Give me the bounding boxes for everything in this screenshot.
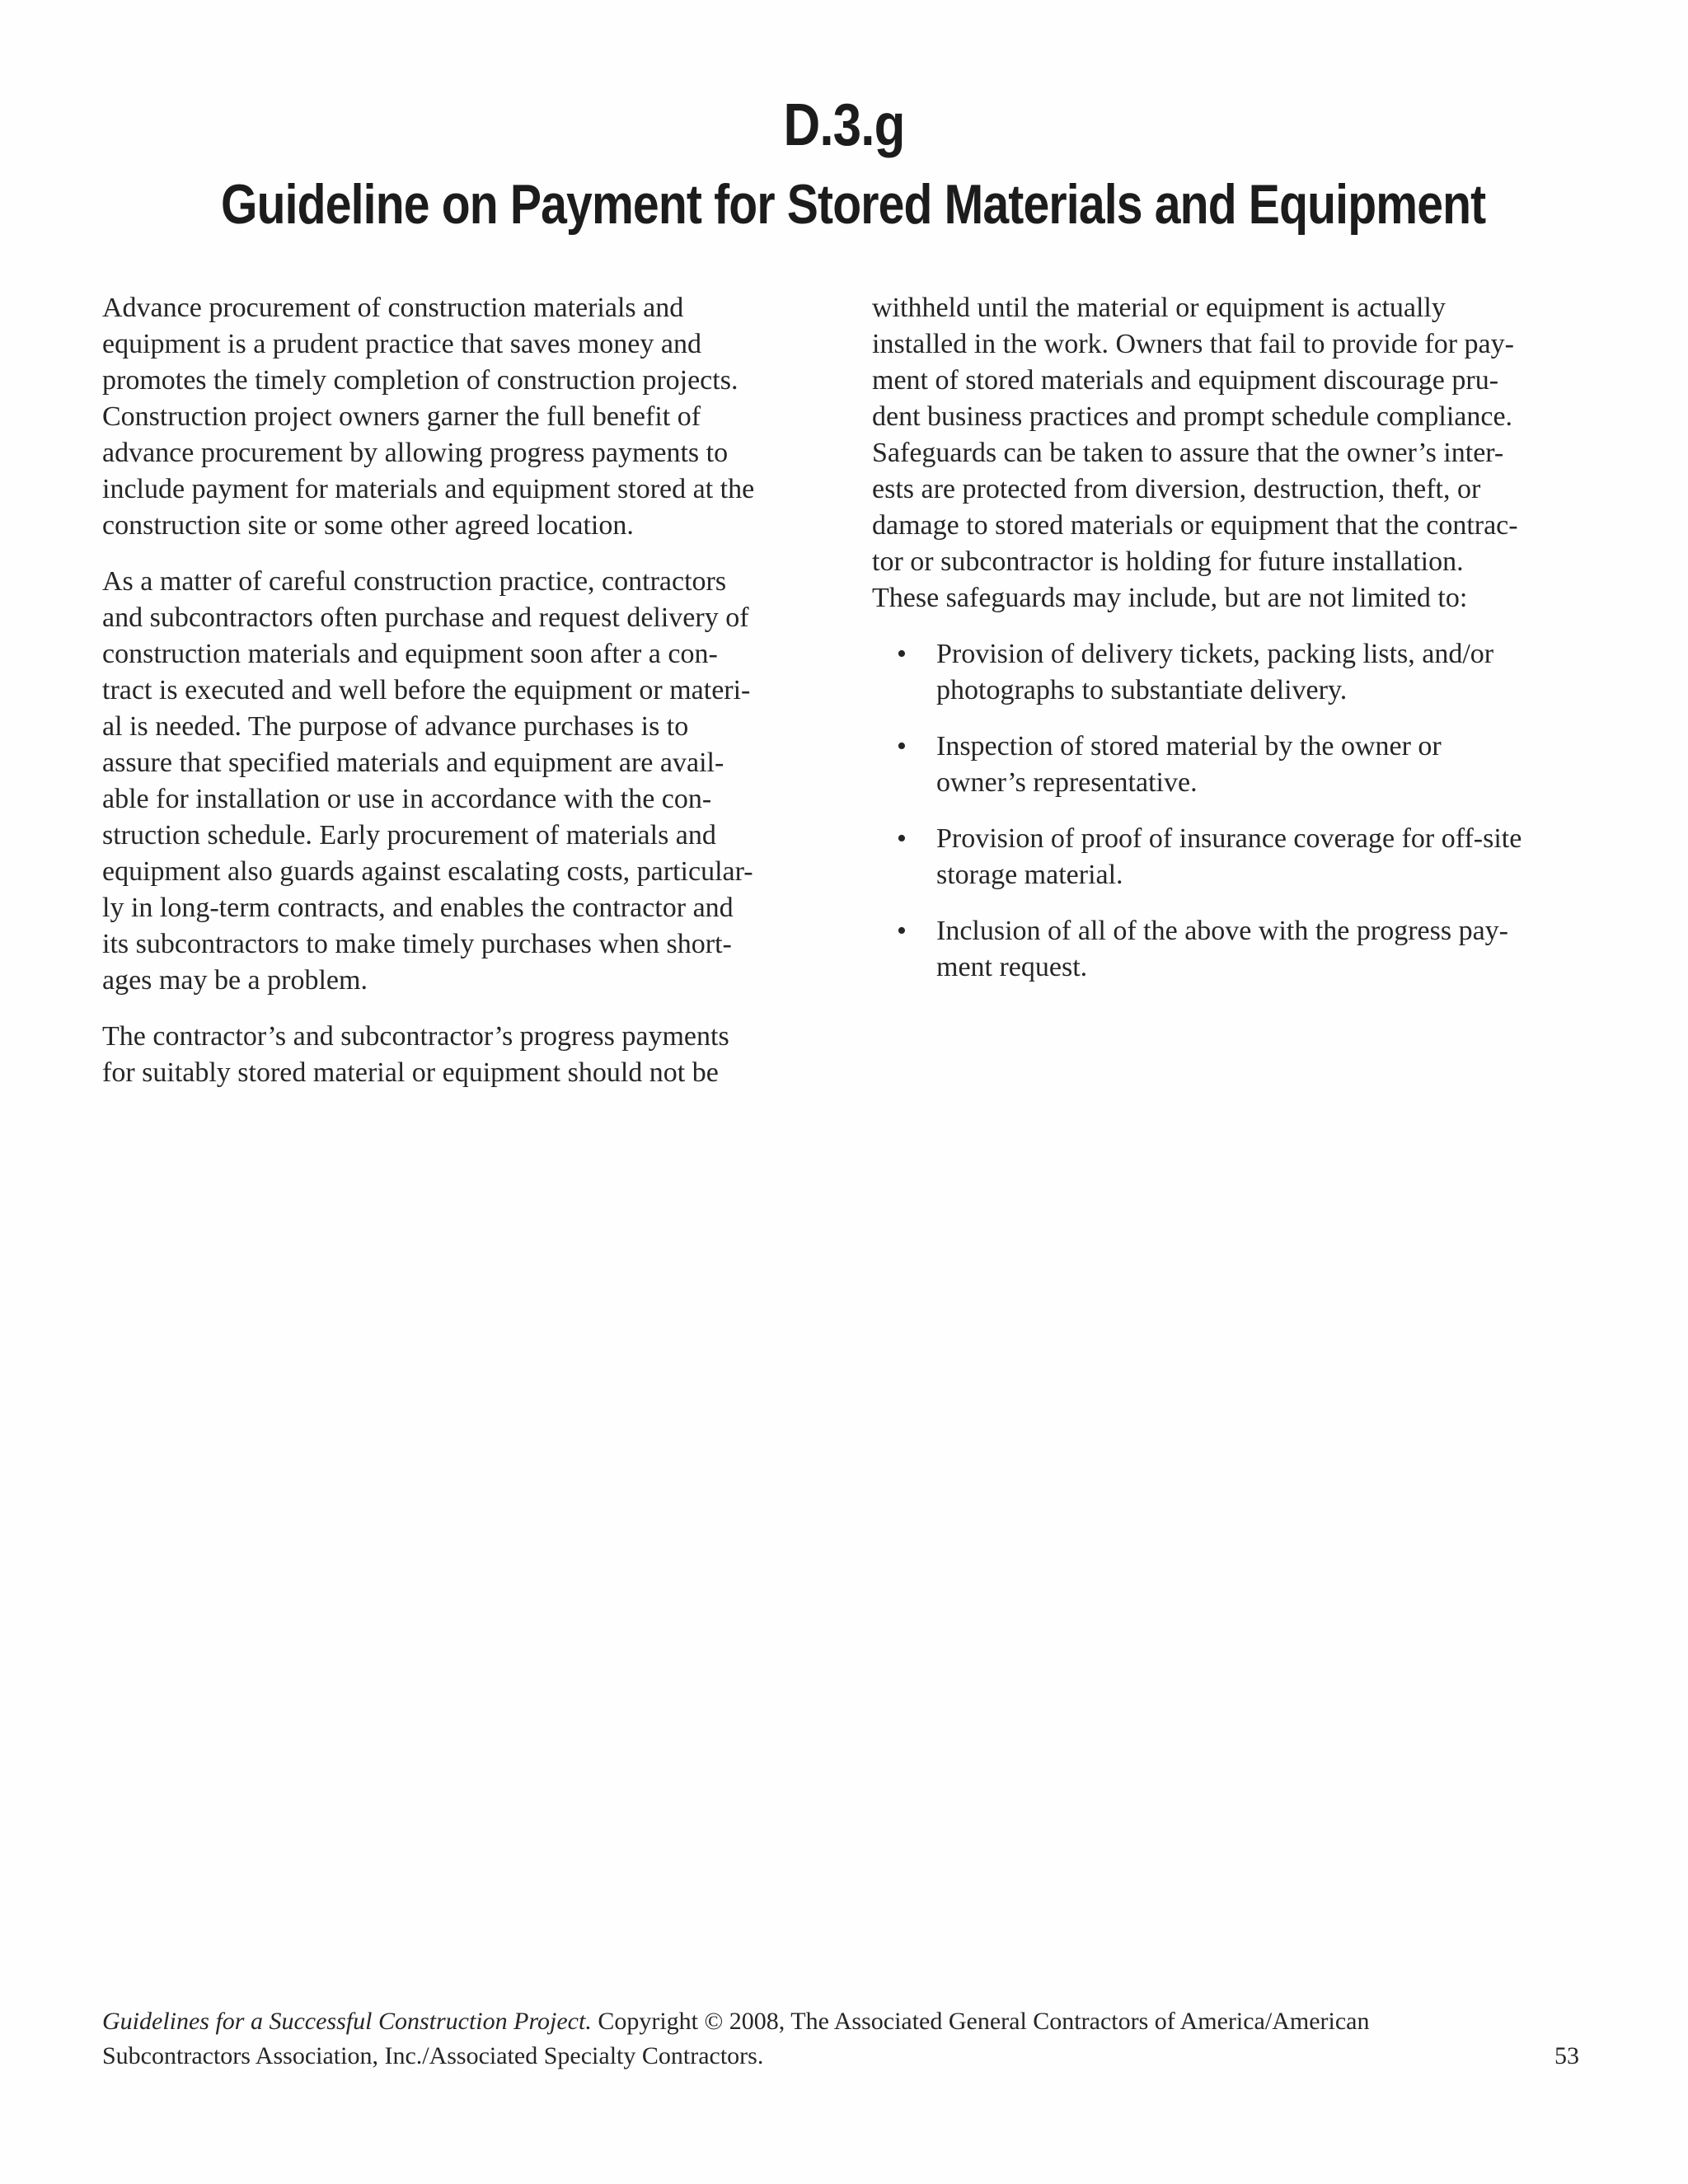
list-item	[872, 821, 1589, 893]
text-line: storage material.	[936, 860, 1123, 890]
text-line: Provision of proof of insurance coverage for off-site	[936, 823, 1522, 854]
text-line: tract is executed and well before the equipment or materi-	[102, 675, 751, 705]
right-column	[872, 290, 1589, 1005]
text-line: and subcontractors often purchase and request delivery of	[102, 602, 749, 633]
list-item	[872, 913, 1589, 986]
bullet-icon: •	[897, 916, 907, 946]
text-line: assure that specified materials and equipment are avail-	[102, 748, 724, 778]
paragraph-careful-practice	[102, 564, 828, 999]
text-line: construction site or some other agreed location.	[102, 510, 634, 541]
text-line: al is needed. The purpose of advance purchases is to	[102, 711, 689, 742]
text-line: for suitably stored material or equipment should not be	[102, 1057, 719, 1088]
section-number: D.3.g	[783, 92, 905, 158]
paragraph-withheld	[872, 290, 1589, 616]
bullet-icon: •	[897, 731, 907, 762]
text-line: promotes the timely completion of construction projects.	[102, 365, 738, 396]
footer-line-1	[102, 2004, 1586, 2039]
text-line: equipment also guards against escalating costs, particular-	[102, 856, 753, 887]
list-item	[872, 729, 1589, 801]
page-footer	[102, 2004, 1586, 2074]
text-line: ment of stored materials and equipment discourage pru-	[872, 365, 1499, 396]
text-line: withheld until the material or equipment is actually	[872, 293, 1446, 323]
paragraph-progress-payments	[102, 1019, 828, 1091]
bullet-icon: •	[897, 639, 907, 669]
publication-title: Guidelines for a Successful Construction Project.	[102, 2008, 592, 2035]
text-line: include payment for materials and equipment stored at the	[102, 474, 755, 504]
left-column	[102, 290, 828, 1111]
copyright-text: Copyright © 2008, The Associated General Contractors of America/American	[591, 2008, 1370, 2035]
text-line: These safeguards may include, but are not limited to:	[872, 583, 1468, 613]
text-line: tor or subcontractor is holding for future installation.	[872, 546, 1464, 577]
text-line: ages may be a problem.	[102, 965, 368, 996]
text-line: installed in the work. Owners that fail to provide for pay-	[872, 329, 1514, 359]
text-line: advance procurement by allowing progress payments to	[102, 438, 729, 468]
text-line: Advance procurement of construction materials and	[102, 293, 684, 323]
page-number: 53	[1554, 2042, 1579, 2069]
text-line: Inspection of stored material by the owner or	[936, 731, 1442, 762]
text-line: its subcontractors to make timely purchases when short-	[102, 929, 732, 959]
text-line: construction materials and equipment soon after a con-	[102, 639, 718, 669]
text-line: ests are protected from diversion, destruction, theft, or	[872, 474, 1481, 504]
text-line: able for installation or use in accordance with the con-	[102, 784, 712, 814]
text-line: Inclusion of all of the above with the progress pay-	[936, 916, 1508, 946]
text-line: damage to stored materials or equipment that the contrac-	[872, 510, 1518, 541]
footer-line-2: Subcontractors Association, Inc./Associated Specialty Contractors.	[102, 2042, 764, 2069]
text-line: Provision of delivery tickets, packing lists, and/or	[936, 639, 1494, 669]
bullet-icon: •	[897, 823, 907, 854]
page-title: Guideline on Payment for Stored Materials and Equipment	[221, 173, 1486, 236]
text-line: dent business practices and prompt schedule compliance.	[872, 401, 1513, 432]
paragraph-advance-procurement	[102, 290, 828, 544]
text-line: As a matter of careful construction practice, contractors	[102, 566, 727, 597]
page-header	[102, 86, 1586, 244]
text-line: struction schedule. Early procurement of materials and	[102, 820, 716, 851]
safeguards-list	[872, 636, 1589, 986]
text-line: Construction project owners garner the full benefit of	[102, 401, 701, 432]
text-line: equipment is a prudent practice that saves money and	[102, 329, 701, 359]
list-item	[872, 636, 1589, 709]
text-line: owner’s representative.	[936, 767, 1198, 798]
text-line: Safeguards can be taken to assure that the owner’s inter-	[872, 438, 1504, 468]
text-line: photographs to substantiate delivery.	[936, 675, 1348, 705]
text-line: ly in long-term contracts, and enables the contractor and	[102, 893, 734, 923]
text-line: The contractor’s and subcontractor’s progress payments	[102, 1021, 729, 1052]
text-line: ment request.	[936, 952, 1088, 982]
